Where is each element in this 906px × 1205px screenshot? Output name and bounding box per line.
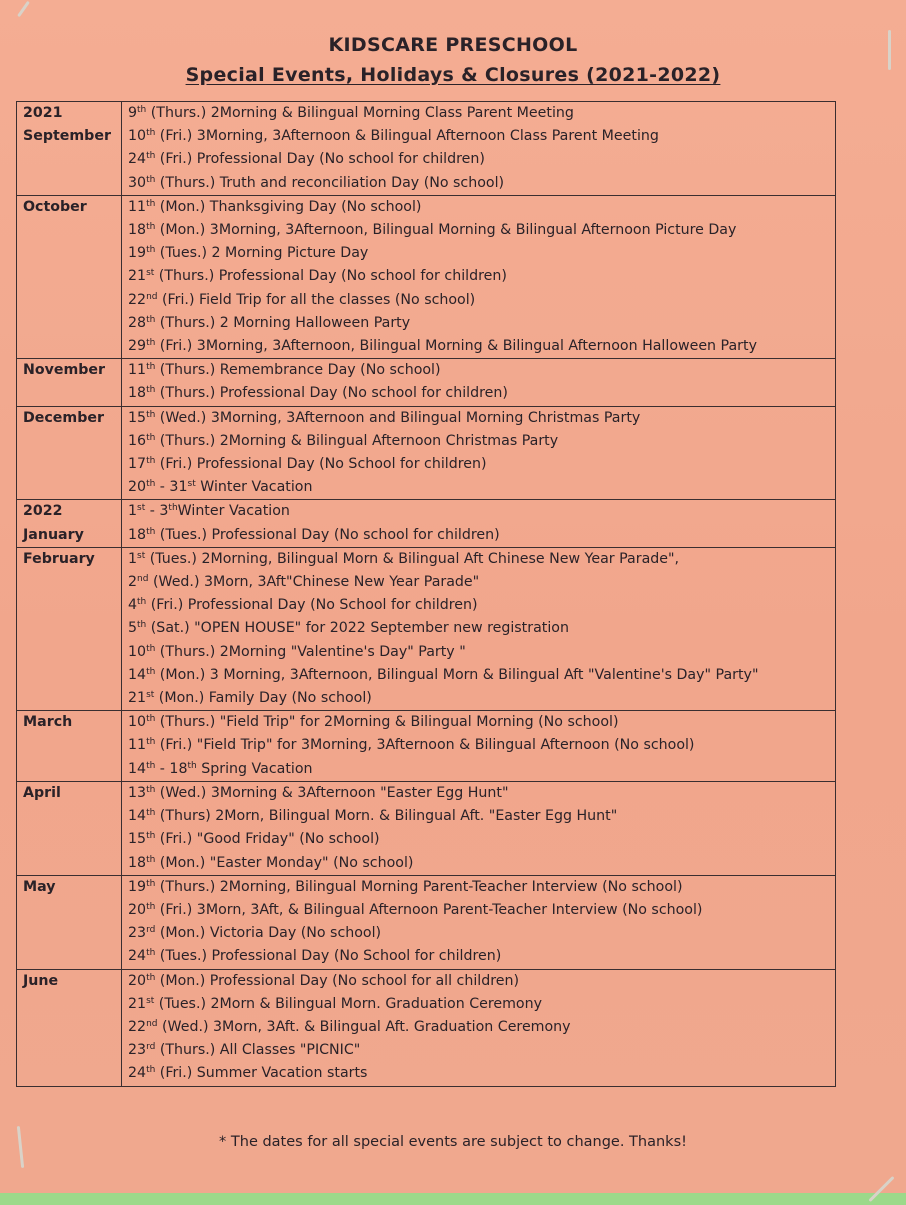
event-text: (Thurs.) 2Morning & Bilingual Afternoon Christmas Party — [155, 432, 559, 449]
month-row — [17, 875, 836, 969]
event-entry — [128, 102, 829, 125]
day-suffix: th — [146, 760, 156, 771]
day-suffix: th — [146, 245, 156, 256]
event-day: 14 — [128, 808, 147, 825]
day-suffix: th — [146, 362, 156, 373]
event-entry — [128, 899, 829, 922]
day-suffix: th — [137, 620, 147, 631]
document-subtitle: Special Events, Holidays & Closures (2021-2022) — [185, 64, 721, 86]
month-row — [17, 359, 836, 406]
event-day: 19 — [128, 245, 147, 262]
events-table — [16, 101, 836, 1087]
event-text: (Sat.) "OPEN HOUSE" for 2022 September new registration — [146, 620, 569, 637]
event-entry — [128, 430, 829, 453]
event-day: 29 — [128, 338, 147, 355]
event-text: (Mon.) 3 Morning, 3Afternoon, Bilingual Morn & Bilingual Aft "Valentine's Day" Party" — [155, 666, 759, 683]
day-suffix: st — [137, 503, 146, 514]
event-text: (Fri.) Professional Day (No School for children) — [155, 456, 487, 473]
event-entry — [128, 664, 829, 687]
event-text: Winter Vacation — [195, 479, 313, 496]
event-day: 17 — [128, 456, 147, 473]
month-label-cell — [17, 781, 122, 875]
month-row — [17, 102, 836, 196]
event-day: 11 — [128, 362, 147, 379]
month-label-cell — [17, 547, 122, 710]
green-backing — [0, 1193, 906, 1205]
event-text: (Fri.) "Field Trip" for 3Morning, 3Afternoon & Bilingual Afternoon (No school) — [155, 737, 695, 754]
event-text: (Mon.) 3Morning, 3Afternoon, Bilingual Morning & Bilingual Afternoon Picture Day — [155, 222, 737, 239]
event-day: 28 — [128, 314, 147, 331]
event-entry — [128, 172, 829, 195]
month-label-cell — [17, 359, 122, 406]
event-entry — [128, 594, 829, 617]
event-entry — [128, 1062, 829, 1085]
day-suffix: rd — [146, 1042, 156, 1053]
event-text: (Thurs.) Professional Day (No school for children) — [154, 268, 507, 285]
event-text: - 31 — [155, 479, 188, 496]
month-row — [17, 195, 836, 358]
event-text: Winter Vacation — [177, 503, 290, 520]
event-text: (Fri.) Professional Day (No school for children) — [155, 151, 485, 168]
event-day: 10 — [128, 128, 147, 145]
event-day: 22 — [128, 1018, 147, 1035]
day-suffix: th — [146, 174, 156, 185]
event-text: - 18 — [155, 760, 188, 777]
month-label: December — [23, 409, 104, 426]
month-row — [17, 711, 836, 782]
event-entry — [128, 641, 829, 664]
event-day: 18 — [128, 526, 147, 543]
event-entry — [128, 196, 829, 219]
event-day: 14 — [128, 760, 147, 777]
event-text: (Tues.) 2 Morning Picture Day — [155, 245, 369, 262]
day-suffix: th — [146, 432, 156, 443]
event-day: 23 — [128, 1042, 147, 1059]
event-day: 4 — [128, 597, 138, 614]
event-day: 13 — [128, 784, 147, 801]
event-entry — [128, 687, 829, 710]
month-label-cell — [17, 500, 122, 547]
event-text: Spring Vacation — [196, 760, 313, 777]
month-row — [17, 781, 836, 875]
event-text: (Thurs.) All Classes "PICNIC" — [155, 1042, 361, 1059]
event-text: (Mon.) Family Day (No school) — [154, 690, 372, 707]
events-cell — [122, 195, 836, 358]
day-suffix: th — [146, 831, 156, 842]
event-day: 20 — [128, 901, 147, 918]
month-label: November — [23, 362, 106, 379]
day-suffix: th — [146, 948, 156, 959]
day-suffix: st — [146, 268, 155, 279]
day-suffix: th — [146, 854, 156, 865]
events-cell — [122, 406, 836, 500]
month-label-cell — [17, 102, 122, 196]
event-entry — [128, 476, 829, 499]
day-suffix: th — [137, 597, 147, 608]
day-suffix: th — [146, 456, 156, 467]
event-entry — [128, 876, 829, 899]
month-row — [17, 547, 836, 710]
day-suffix: st — [137, 550, 146, 561]
event-day: 10 — [128, 714, 147, 731]
event-entry — [128, 1039, 829, 1062]
day-suffix: th — [137, 105, 147, 115]
event-day: 15 — [128, 831, 147, 848]
day-suffix: nd — [137, 574, 149, 585]
month-label-cell — [17, 875, 122, 969]
event-day: 11 — [128, 198, 147, 215]
day-suffix: th — [146, 666, 156, 677]
event-text: (Wed.) 3Morn, 3Aft"Chinese New Year Parade" — [148, 574, 480, 591]
event-entry — [128, 571, 829, 594]
event-day: 18 — [128, 222, 147, 239]
event-day: 14 — [128, 666, 147, 683]
day-suffix: nd — [146, 291, 158, 302]
event-text: (Wed.) 3Morning, 3Afternoon and Bilingual Morning Christmas Party — [155, 409, 641, 426]
day-suffix: st — [146, 995, 155, 1006]
event-entry — [128, 852, 829, 875]
event-text: (Wed.) 3Morning & 3Afternoon "Easter Egg Hunt" — [155, 784, 509, 801]
month-label-cell — [17, 406, 122, 500]
day-suffix: th — [146, 808, 156, 819]
day-suffix: th — [146, 714, 156, 725]
event-entry — [128, 1016, 829, 1039]
event-entry — [128, 312, 829, 335]
event-text: (Thurs.) 2Morning, Bilingual Morning Parent-Teacher Interview (No school) — [155, 878, 683, 895]
event-entry — [128, 548, 829, 571]
day-suffix: nd — [146, 1018, 158, 1029]
event-text: (Mon.) Thanksgiving Day (No school) — [155, 198, 422, 215]
event-text: (Fri.) Summer Vacation starts — [155, 1065, 368, 1082]
event-day: 2 — [128, 574, 138, 591]
event-text: (Mon.) Professional Day (No school for all children) — [155, 972, 520, 989]
event-day: 23 — [128, 925, 147, 942]
event-day: 22 — [128, 291, 147, 308]
event-entry — [128, 289, 829, 312]
month-label: 2022 — [23, 503, 63, 520]
event-entry — [128, 335, 829, 358]
event-entry — [128, 219, 829, 242]
event-entry — [128, 148, 829, 171]
day-suffix: th — [146, 409, 156, 420]
event-text: (Wed.) 3Morn, 3Aft. & Bilingual Aft. Graduation Ceremony — [157, 1018, 571, 1035]
month-label: April — [23, 784, 61, 801]
event-day: 1 — [128, 550, 138, 567]
events-cell — [122, 500, 836, 547]
day-suffix: th — [146, 198, 156, 209]
month-label: January — [23, 526, 84, 543]
month-row — [17, 969, 836, 1086]
events-cell — [122, 547, 836, 710]
event-entry — [128, 524, 829, 547]
event-entry — [128, 500, 829, 523]
day-suffix: th — [146, 314, 156, 325]
day-suffix: th — [146, 526, 156, 537]
day-suffix: th — [146, 222, 156, 233]
event-text: (Mon.) Victoria Day (No school) — [155, 925, 382, 942]
event-entry — [128, 828, 829, 851]
day-suffix: th — [146, 128, 156, 139]
event-day: 1 — [128, 503, 138, 520]
event-day: 30 — [128, 174, 147, 191]
event-entry — [128, 734, 829, 757]
month-row — [17, 406, 836, 500]
event-entry — [128, 407, 829, 430]
month-label: September — [23, 128, 111, 145]
day-suffix: th — [146, 479, 156, 490]
day-suffix: th — [168, 503, 178, 514]
event-text: (Tues.) 2Morning, Bilingual Morn & Bilingual Aft Chinese New Year Parade", — [145, 550, 680, 567]
month-label: February — [23, 550, 95, 567]
event-day: 10 — [128, 643, 147, 660]
day-suffix: th — [146, 737, 156, 748]
event-text: (Thurs.) "Field Trip" for 2Morning & Bilingual Morning (No school) — [155, 714, 619, 731]
event-day: 18 — [128, 854, 147, 871]
day-suffix: st — [146, 690, 155, 701]
day-suffix: th — [146, 972, 156, 983]
day-suffix: rd — [146, 925, 156, 936]
month-label-cell — [17, 195, 122, 358]
events-cell — [122, 359, 836, 406]
event-text: (Fri.) 3Morning, 3Afternoon & Bilingual Afternoon Class Parent Meeting — [155, 128, 659, 145]
events-cell — [122, 102, 836, 196]
event-day: 24 — [128, 1065, 147, 1082]
event-entry — [128, 382, 829, 405]
event-entry — [128, 242, 829, 265]
event-day: 20 — [128, 479, 147, 496]
event-day: 19 — [128, 878, 147, 895]
day-suffix: th — [146, 878, 156, 889]
month-label-cell — [17, 969, 122, 1086]
event-entry — [128, 359, 829, 382]
events-cell — [122, 711, 836, 782]
month-label: October — [23, 198, 87, 215]
event-day: 11 — [128, 737, 147, 754]
event-text: (Fri.) "Good Friday" (No school) — [155, 831, 380, 848]
events-cell — [122, 875, 836, 969]
month-label: May — [23, 878, 56, 895]
month-label: June — [23, 972, 59, 989]
event-entry — [128, 782, 829, 805]
day-suffix: th — [146, 784, 156, 795]
events-cell — [122, 969, 836, 1086]
event-day: 16 — [128, 432, 147, 449]
event-day: 15 — [128, 409, 147, 426]
event-entry — [128, 758, 829, 781]
event-text: (Thurs.) Truth and reconciliation Day (No school) — [155, 174, 505, 191]
events-cell — [122, 781, 836, 875]
day-suffix: th — [146, 151, 156, 162]
event-text: (Tues.) Professional Day (No School for children) — [155, 948, 502, 965]
footnote: * The dates for all special events are subject to change. Thanks! — [219, 1134, 687, 1150]
event-text: (Mon.) "Easter Monday" (No school) — [155, 854, 414, 871]
day-suffix: th — [146, 643, 156, 654]
day-suffix: th — [146, 385, 156, 396]
event-day: 20 — [128, 972, 147, 989]
day-suffix: th — [146, 1065, 156, 1076]
event-text: (Thurs.) 2Morning "Valentine's Day" Party " — [155, 643, 466, 660]
school-name: KIDSCARE PRESCHOOL — [328, 34, 578, 56]
event-text: - 3 — [145, 503, 169, 520]
event-entry — [128, 945, 829, 968]
event-text: (Fri.) 3Morning, 3Afternoon, Bilingual Morning & Bilingual Afternoon Halloween Party — [155, 338, 757, 355]
event-text: (Tues.) Professional Day (No school for children) — [155, 526, 500, 543]
month-row — [17, 500, 836, 547]
event-entry — [128, 453, 829, 476]
event-entry — [128, 265, 829, 288]
event-text: (Tues.) 2Morn & Bilingual Morn. Graduation Ceremony — [154, 995, 542, 1012]
day-suffix: th — [187, 760, 197, 771]
event-entry — [128, 805, 829, 828]
event-text: (Thurs.) Professional Day (No school for children) — [155, 385, 508, 402]
month-label-cell — [17, 711, 122, 782]
event-text: (Fri.) Field Trip for all the classes (No school) — [157, 291, 476, 308]
event-entry — [128, 617, 829, 640]
event-day: 21 — [128, 690, 147, 707]
day-suffix: th — [146, 901, 156, 912]
event-day: 5 — [128, 620, 138, 637]
day-suffix: st — [187, 479, 196, 490]
event-entry — [128, 711, 829, 734]
event-text: (Thurs.) 2Morning & Bilingual Morning Class Parent Meeting — [146, 105, 574, 121]
day-suffix: th — [146, 338, 156, 349]
event-day: 18 — [128, 385, 147, 402]
month-label: 2021 — [23, 105, 63, 121]
event-text: (Thurs.) Remembrance Day (No school) — [155, 362, 441, 379]
event-day: 21 — [128, 995, 147, 1012]
event-day: 24 — [128, 948, 147, 965]
event-entry — [128, 125, 829, 148]
event-entry — [128, 993, 829, 1016]
event-day: 9 — [128, 105, 138, 121]
event-text: (Fri.) Professional Day (No School for children) — [146, 597, 478, 614]
event-text: (Thurs.) 2 Morning Halloween Party — [155, 314, 411, 331]
event-entry — [128, 970, 829, 993]
event-text: (Thurs) 2Morn, Bilingual Morn. & Bilingual Aft. "Easter Egg Hunt" — [155, 808, 618, 825]
month-label: March — [23, 714, 73, 731]
event-entry — [128, 922, 829, 945]
event-day: 24 — [128, 151, 147, 168]
event-day: 21 — [128, 268, 147, 285]
event-text: (Fri.) 3Morn, 3Aft, & Bilingual Afternoon Parent-Teacher Interview (No school) — [155, 901, 703, 918]
